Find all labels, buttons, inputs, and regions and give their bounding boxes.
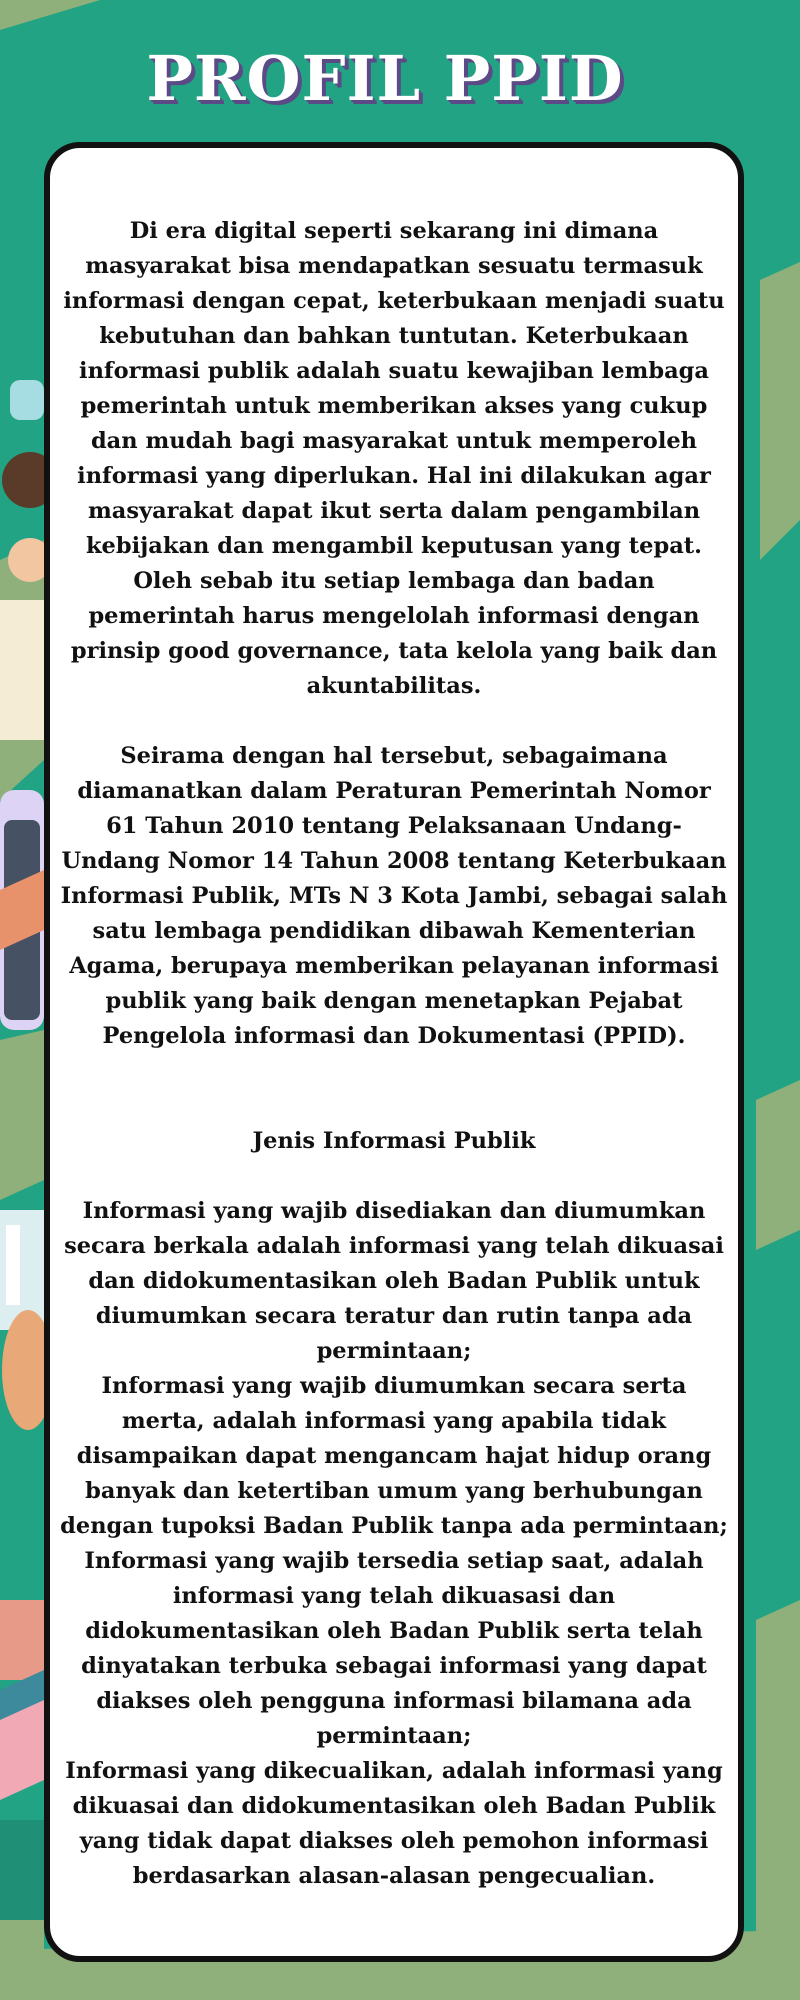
regulation-paragraph: Seirama dengan hal tersebut, sebagaimana diamanatkan dalam Peraturan Pemerintah Nomor 61 Tahun 2010 tentang Pelaksanaan Undang-Undang Nomor 14 Tahun 2008 tentang Keterbukaan Informasi Publik, MTs N 3 Kota Jambi, sebagai salah satu lembaga pendidikan dibawah Kementerian Agama, berupaya memberikan pelayanan informasi publik yang baik dengan menetapkan Pejabat Pengelola informasi dan Dokumentasi (PPID).: [60, 743, 728, 1049]
section-heading: Jenis Informasi Publik: [252, 1128, 536, 1154]
info-item-periodic: Informasi yang wajib disediakan dan diumumkan secara berkala adalah informasi yang telah dikuasai dan didokumentasikan oleh Badan Publik untuk diumumkan secara teratur dan rutin tanpa ada permintaan;: [64, 1198, 724, 1364]
info-item-anytime: Informasi yang wajib tersedia setiap saat, adalah informasi yang telah dikuasasi dan didokumentasikan oleh Badan Publik serta telah dinyatakan terbuka sebagai informasi yang dapat diakses oleh pengguna informasi bilamana ada permintaan;: [81, 1548, 707, 1749]
spacer: [60, 1159, 728, 1194]
spacer: [60, 704, 728, 739]
content-card: [44, 142, 744, 1962]
intro-paragraph: Di era digital seperti sekarang ini dimana masyarakat bisa mendapatkan sesuatu termasuk informasi dengan cepat, keterbukaan menjadi suatu kebutuhan dan bahkan tuntutan. Keterbukaan informasi publik adalah suatu kewajiban lembaga pemerintah untuk memberikan akses yang cukup dan mudah bagi masyarakat untuk memperoleh informasi yang diperlukan. Hal ini dilakukan agar masyarakat dapat ikut serta dalam pengambilan kebijakan dan mengambil keputusan yang tepat. Oleh sebab itu setiap lembaga dan badan pemerintah harus mengelolah informasi dengan prinsip good governance, tata kelola yang baik dan akuntabilitas.: [63, 218, 725, 699]
info-item-immediate: Informasi yang wajib diumumkan secara serta merta, adalah informasi yang apabila tidak disampaikan dapat mengancam hajat hidup orang banyak dan ketertiban umum yang berhubungan dengan tupoksi Badan Publik tanpa ada permintaan;: [60, 1373, 728, 1539]
page-title: PROFIL PPID: [146, 42, 624, 115]
content-body: [60, 214, 728, 1894]
spacer: [60, 1054, 728, 1124]
info-item-excluded: Informasi yang dikecualikan, adalah informasi yang dikuasai dan didokumentasikan oleh Badan Publik yang tidak dapat diakses oleh pemohon informasi berdasarkan alasan-alasan pengecualian.: [65, 1758, 723, 1889]
